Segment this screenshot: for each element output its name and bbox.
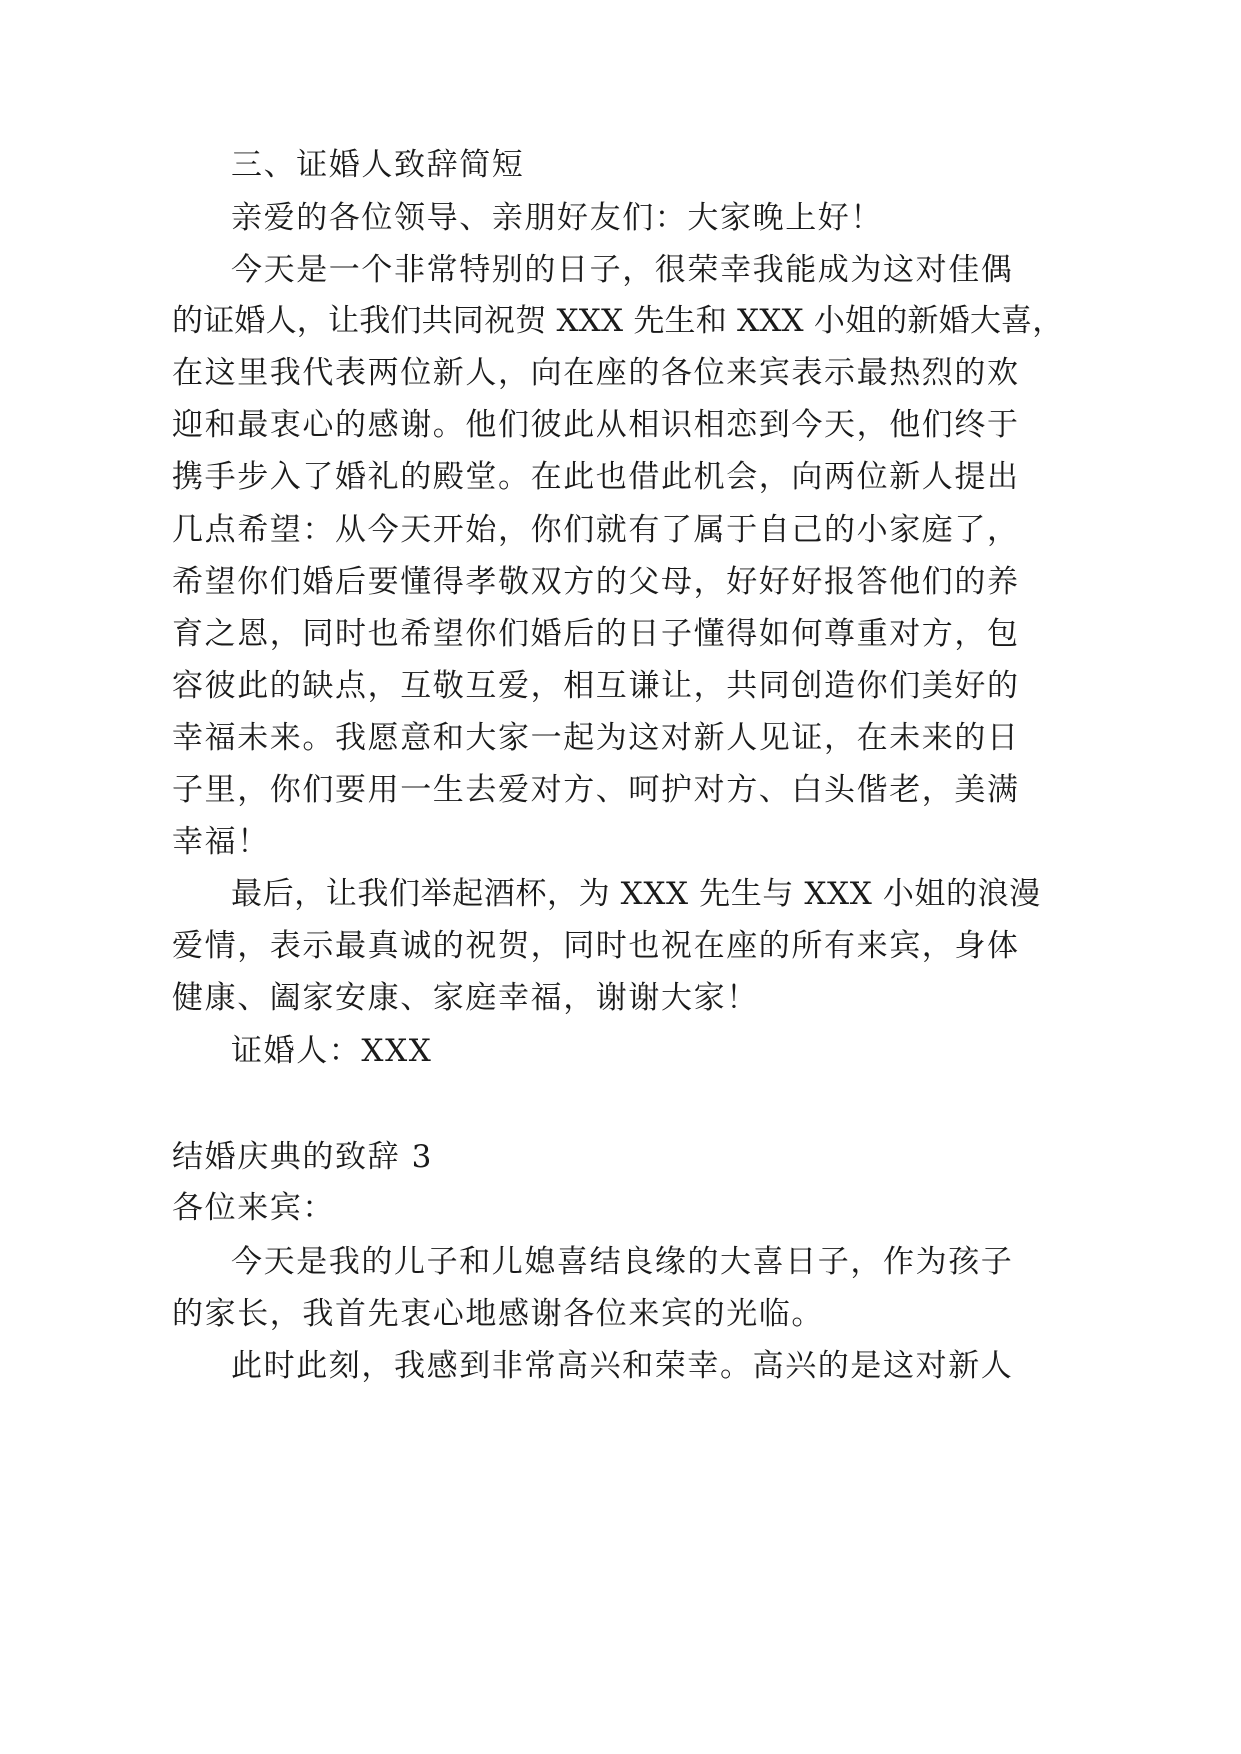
paragraph-line: 爱情，表示最真诚的祝贺，同时也祝在座的所有来宾，身体 xyxy=(172,928,1020,964)
greeting-line: 亲爱的各位领导、亲朋好友们：大家晚上好！ xyxy=(231,200,883,236)
section-heading: 三、证婚人致辞简短 xyxy=(231,147,525,183)
paragraph-line: 最后，让我们举起酒杯，为 XXX 先生与 XXX 小姐的浪漫 xyxy=(231,876,1041,912)
paragraph-line: 在这里我代表两位新人，向在座的各位来宾表示最热烈的欢 xyxy=(172,355,1020,391)
signature-line: 证婚人：XXX xyxy=(231,1033,433,1069)
paragraph-line: 几点希望：从今天开始，你们就有了属于自己的小家庭了， xyxy=(172,512,1020,548)
paragraph-line: 子里，你们要用一生去爱对方、呵护对方、白头偕老，美满 xyxy=(172,772,1020,808)
paragraph-line: 此时此刻，我感到非常高兴和荣幸。高兴的是这对新人 xyxy=(231,1348,1014,1384)
paragraph-line: 携手步入了婚礼的殿堂。在此也借此机会，向两位新人提出 xyxy=(172,459,1020,495)
paragraph-line: 希望你们婚后要懂得孝敬双方的父母，好好好报答他们的养 xyxy=(172,564,1020,600)
paragraph-line: 的家长，我首先衷心地感谢各位来宾的光临。 xyxy=(172,1296,824,1332)
paragraph-line: 健康、阖家安康、家庭幸福，谢谢大家！ xyxy=(172,980,759,1016)
paragraph-line: 今天是我的儿子和儿媳喜结良缘的大喜日子，作为孩子 xyxy=(231,1244,1014,1280)
salutation-line: 各位来宾： xyxy=(172,1190,335,1226)
paragraph-line: 的证婚人，让我们共同祝贺 XXX 先生和 XXX 小姐的新婚大喜， xyxy=(172,303,1064,339)
paragraph-line: 幸福未来。我愿意和大家一起为这对新人见证，在未来的日 xyxy=(172,720,1020,756)
paragraph-line: 今天是一个非常特别的日子，很荣幸我能成为这对佳偶 xyxy=(231,252,1014,288)
paragraph-line: 容彼此的缺点，互敬互爱，相互谦让，共同创造你们美好的 xyxy=(172,668,1020,704)
paragraph-line: 幸福！ xyxy=(172,824,270,860)
paragraph-line: 育之恩，同时也希望你们婚后的日子懂得如何尊重对方，包 xyxy=(172,616,1020,652)
paragraph-line: 迎和最衷心的感谢。他们彼此从相识相恋到今天，他们终于 xyxy=(172,407,1020,443)
section-title: 结婚庆典的致辞 3 xyxy=(172,1139,433,1175)
